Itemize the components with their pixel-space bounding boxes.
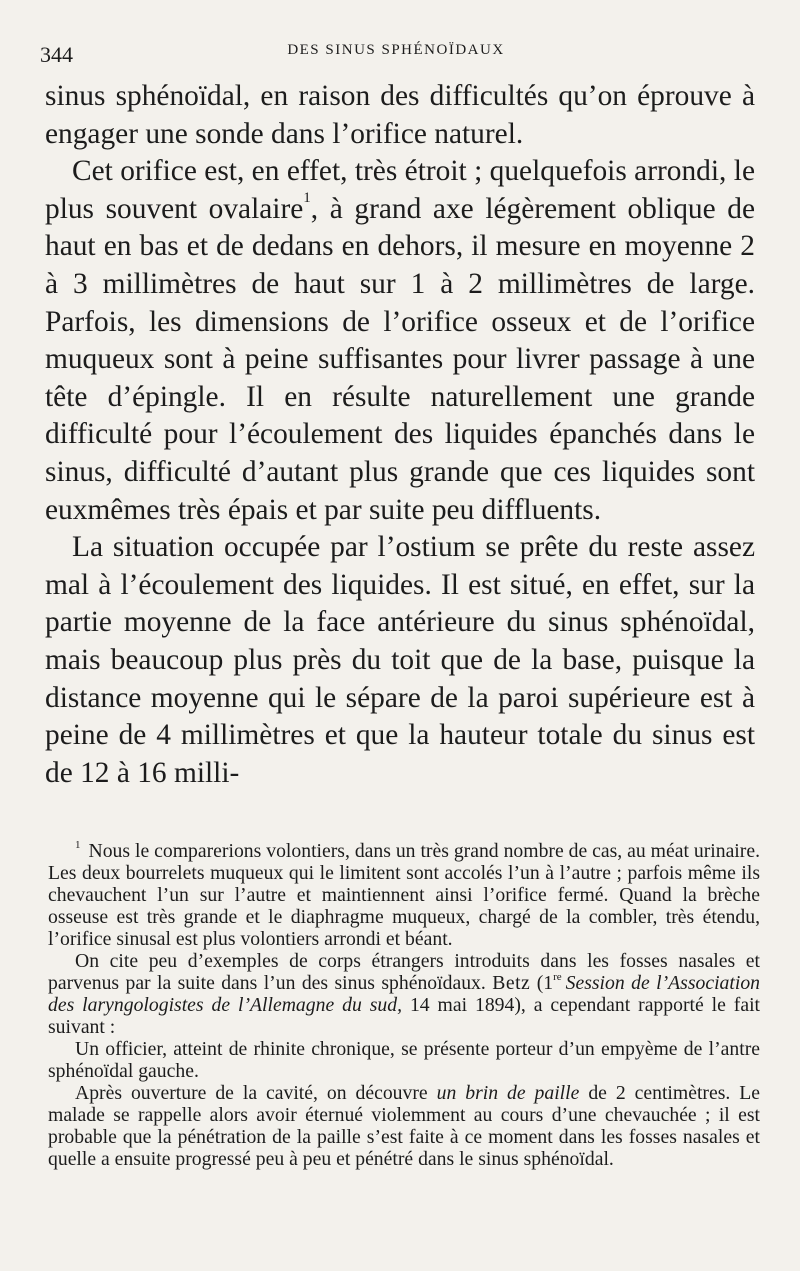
page-number: 344	[40, 42, 73, 67]
source-title: Session de l’Association des laryngologistes de l’Allemagne du sud,	[48, 972, 761, 1016]
page-header	[40, 38, 752, 68]
footnote-mark: 1	[75, 839, 81, 851]
footnotes	[48, 840, 760, 1170]
paragraph-continuation: sinus sphénoïdal, en raison des difficultés qu’on éprouve à engager une sonde dans l’orifice naturel.	[45, 80, 755, 150]
author-name: Betz	[492, 972, 531, 994]
running-title: DES SINUS SPHÉNOÏDAUX	[287, 42, 505, 58]
footnote-paragraph-3: Un officier, atteint de rhinite chronique, se présente porteur d’un empyème de l’antre sphénoïdal gauche.	[48, 1038, 760, 1082]
footnote-reference: 1	[303, 189, 311, 206]
footnote-1: $^1$ Nous le comparerions volontiers, dans un très grand nombre de cas, au méat urinaire. Les deux bourrelets muqueux qui le limitent sont accolés l’un à l’autre ; parfois même ils chevauchent l’un sur l’autre et maintiennent ainsi l’orifice fermé. Quand la brèche osseuse est très grande et le diaphragme muqueux, chargé de la combler, très étendu, l’orifice sinusal est plus volontiers arrondi et béant.	[48, 839, 760, 950]
emphasis-text: un brin de paille	[436, 1082, 580, 1104]
paragraph-ostium: La situation occupée par l’ostium se prête du reste assez mal à l’écoulement des liquides. Il est situé, en effet, sur la partie moyenne de la face antérieure du sinus sphénoïdal, mais beaucoup plus près du toit que de la base, puisque la distance moyenne qui le sépare de la paroi supérieure est à peine de 4 millimètres et que la hauteur totale du sinus est de 12 à 16 milli-	[45, 531, 755, 789]
footnote-paragraph-2: On cite peu d’exemples de corps étrangers introduits dans les fosses nasales et parvenus par la suite dans l’un des sinus sphénoïdaux. Betz (1re Session de l’Association des laryngologistes de l’Allemagne du sud, 14 mai 1894), a cependant rapporté le fait suivant :	[48, 950, 761, 1038]
paragraph-orifice: Cet orifice est, en effet, très étroit ; quelquefois arrondi, le plus souvent ovalaire$^1$, à grand axe légèrement oblique de haut en bas et de dedans en dehors, il mesure en moyenne 2 à 3 millimètres de haut sur 1 à 2 millimètres de large. Parfois, les dimensions de l’orifice osseux et de l’orifice muqueux sont à peine suffisantes pour livrer passage à une tête d’épingle. Il en résulte naturellement une grande difficulté pour l’écoulement des liquides épanchés dans le sinus, difficulté d’autant plus grande que ces liquides sont euxmêmes très épais et par suite peu diffluents.	[45, 155, 755, 526]
main-text	[45, 78, 755, 792]
footnote-paragraph-4: Après ouverture de la cavité, on découvre un brin de paille de 2 centimètres. Le malade se rappelle alors avoir éternué violemment au cours d’une chevauchée ; il est probable que la pénétration de la paille s’est faite à ce moment dans les fosses nasales et quelle a ensuite progressé peu à peu et pénétré dans le sinus sphénoïdal.	[48, 1082, 761, 1170]
